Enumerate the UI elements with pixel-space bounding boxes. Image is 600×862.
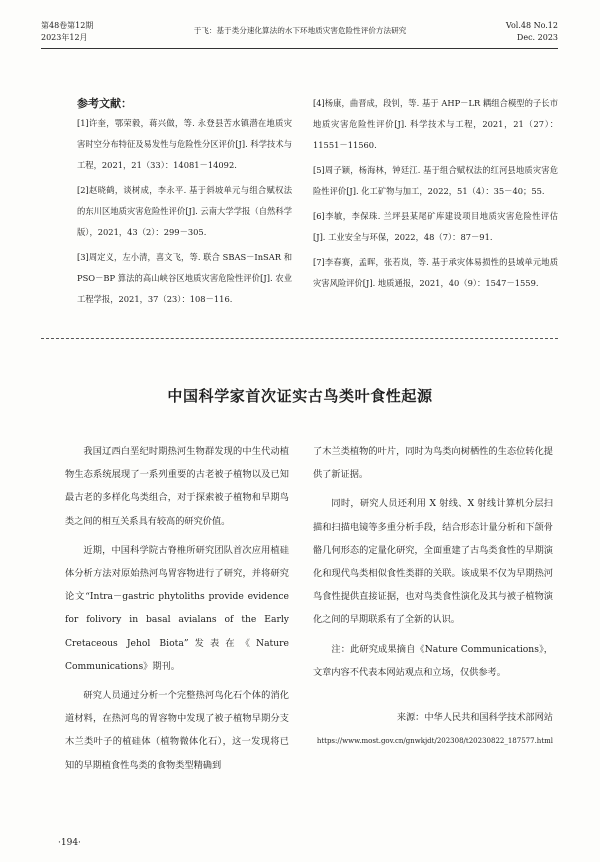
article-left-column: [65, 440, 289, 783]
reference-item: [3]周定义，左小清，喜文飞，等. 联合 SBAS－InSAR 和 PSO－BP 算法的高山峡谷区地质灾害危险性评价[J]. 农业工程学报，2021，37（23）：108－116.: [77, 252, 292, 304]
header-volume-issue-en: Vol.48 No.12: [505, 21, 558, 30]
reference-item: [5]周子颖，杨海林，钟廷江. 基于组合赋权法的红河县地质灾害危险性评价[J]. 化工矿物与加工，2022，51（4）：35－40；55.: [313, 165, 558, 196]
article-paragraph: 研究人员通过分析一个完整热河鸟化石个体的消化道材料，在热河鸟的胃容物中发现了被子植物早期分支木兰类叶子的植硅体（植物微体化石），这一发现将已知的早期植食性鸟类的食物类型精确到: [65, 690, 289, 771]
references-left-column: [77, 113, 292, 314]
article-paragraph: 同时，研究人员还利用 X 射线、X 射线计算机分层扫描和扫描电镜等多重分析手段，结合形态计量分析和下颌骨骼几何形态的定量化研究，全面重建了古鸟类食性的早期演化和现代鸟类相似食性类群的关联。该成果不仅为早期热河鸟食性提供直接证据，也对鸟类食性演化及其与被子植物演化之间的早期联系有了全新的认识。: [313, 498, 553, 626]
header-date-cn: 2023年12月: [41, 33, 88, 42]
article-right-column: [313, 440, 553, 747]
header-date-en: Dec. 2023: [516, 33, 558, 42]
header-volume-en: [438, 20, 558, 44]
header-volume-issue: 第48卷第12期: [41, 21, 94, 30]
references-right-column: [313, 93, 558, 298]
article-paragraph: 了木兰类植物的叶片，同时为鸟类向树栖性的生态位转化提供了新证据。: [313, 446, 553, 481]
article-note: 注：此研究成果摘自《Nature Communications》，文章内容不代表本网站观点和立场，仅供参考。: [313, 643, 553, 678]
header-rule: [41, 48, 558, 49]
reference-item: [2]赵晓鹤，谈树成，李永平. 基于斜坡单元与组合赋权法的东川区地质灾害危险性评价[J]. 云南大学学报（自然科学版），2021，43（2）：299－305.: [77, 185, 292, 237]
article-source: 来源：中华人民共和国科学技术部网站: [396, 712, 553, 724]
references-heading: 参考文献：: [77, 97, 132, 110]
header-article-title: 于飞：基于类分速化算法的水下环地质灾害危险性评价方法研究: [193, 26, 407, 35]
article-title: 中国科学家首次证实古鸟类叶食性起源: [167, 387, 433, 405]
page-number: ·194·: [58, 838, 81, 848]
article-source-url: https://www.most.gov.cn/gnwkjdt/202308/t20230822_187577.html: [316, 737, 553, 746]
article-paragraph: 近期，中国科学院古脊椎所研究团队首次应用植硅体分析方法对原始热河鸟胃容物进行了研究，并将研究论文“Intra－gastric phytoliths provide evidence for folivory in basal avialans of the Early Cretaceous Jehol Biota”发表在《Nature Communications》期刊。: [65, 544, 289, 672]
article-paragraph: 我国辽西白垩纪时期热河生物群发现的中生代动植物生态系统展现了一系列重要的古老被子植物以及已知最古老的多样化鸟类组合，对于探索被子植物和早期鸟类之间的相互关系具有较高的研究价值。: [65, 446, 289, 527]
reference-item: [1]许奎，鄂荣毅，蒋兴做，等. 永登县苦水镇潜在地质灾害时空分布特征及易发性与危险性分区评价[J]. 科学技术与工程，2021，21（33）：14081－14092.: [77, 118, 292, 170]
section-divider: [41, 338, 558, 339]
reference-item: [7]李春赛，孟晖，张若岚，等. 基于承灾体易损性的县域单元地质灾害风险评价[J]. 地质通报，2021，40（9）：1547－1559.: [313, 257, 558, 288]
reference-item: [4]杨康，曲晋成，段钊，等. 基于 AHP－LR 耦组合模型的子长市地质灾害危险性评价[J]. 科学技术与工程，2021，21（27）：11551－11560.: [313, 98, 558, 150]
reference-item: [6]李敏，李保珠. 兰坪县某尾矿库建设项目地质灾害危险性评估[J]. 工业安全与环保，2022，48（7）：87－91.: [313, 211, 558, 242]
